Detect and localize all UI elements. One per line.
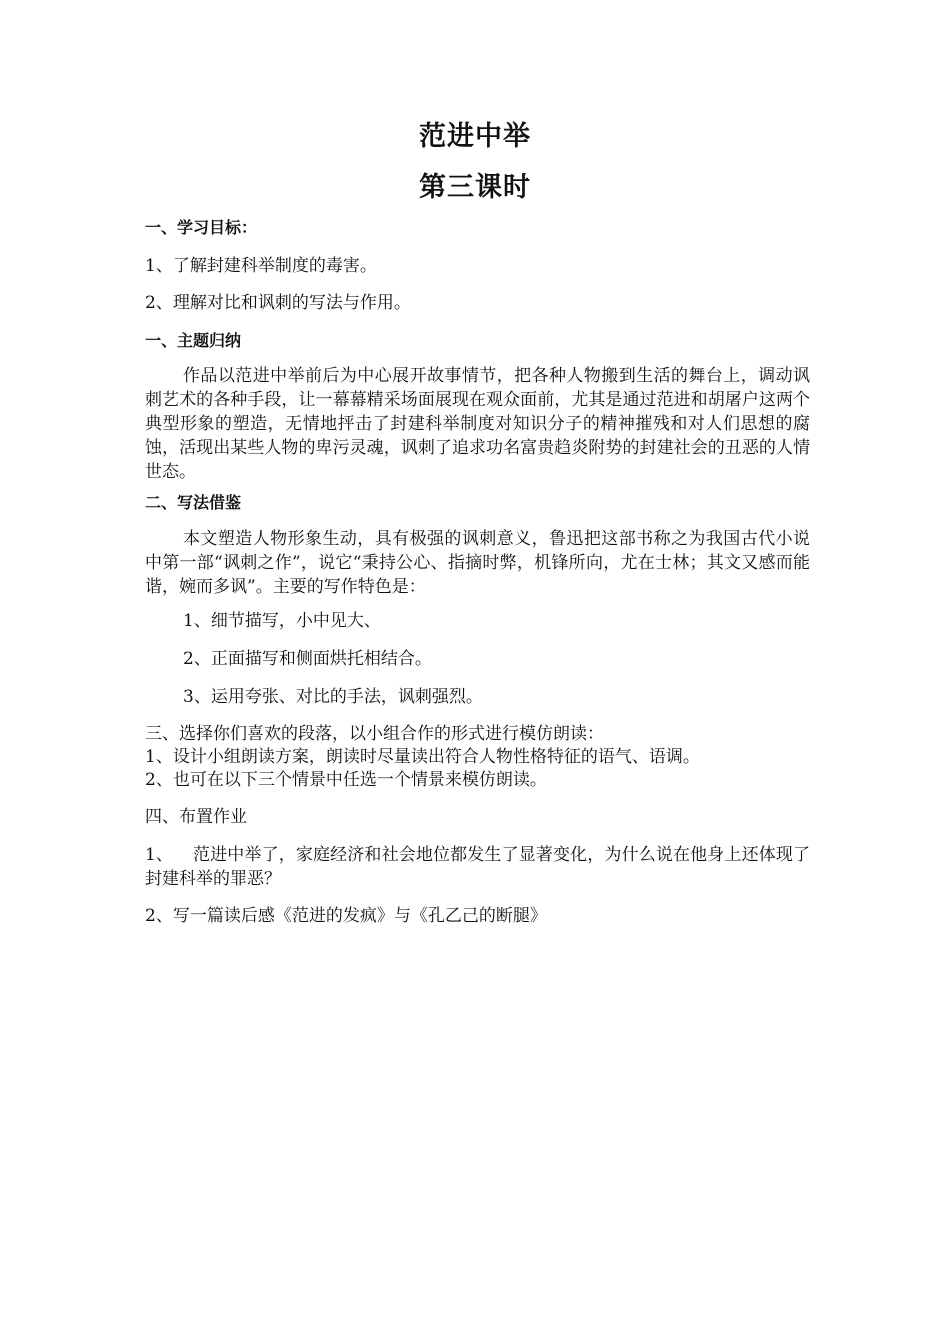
section-heading-theme: 一、主题归纳: [145, 331, 242, 350]
section-heading-goals: 一、学习目标：: [145, 218, 258, 237]
feature-item-2: 2、正面描写和侧面烘托相结合。: [183, 649, 432, 669]
goal-item-2: 2、理解对比和讽刺的写法与作用。: [145, 293, 411, 313]
goal-item-1: 1、了解封建科举制度的毒害。: [145, 256, 377, 276]
section-heading-writing: 二、写法借鉴: [145, 493, 242, 512]
feature-item-1: 1、细节描写，小中见大、: [183, 611, 381, 631]
section-heading-reading: 三、选择你们喜欢的段落，以小组合作的形式进行模仿朗读：: [145, 724, 604, 744]
section-heading-homework: 四、布置作业: [145, 807, 247, 827]
document-subtitle: 第三课时: [419, 172, 531, 203]
document-title: 范进中举: [419, 121, 531, 152]
feature-item-3: 3、运用夸张、对比的手法，讽刺强烈。: [183, 687, 483, 707]
homework-item-1-text: 范进中举了，家庭经济和社会地位都发生了显著变化，为什么说在他身上还体现了封建科举的罪恶？: [145, 845, 810, 889]
theme-paragraph: 作品以范进中举前后为中心展开故事情节，把各种人物搬到生活的舞台上，调动讽刺艺术的各种手段，让一幕幕精采场面展现在观众面前，尤其是通过范进和胡屠户这两个典型形象的塑造，无情地抨击了封建科举制度对知识分子的精神摧残和对人们思想的腐蚀，活现出某些人物的卑污灵魂，讽刺了追求功名富贵趋炎附势的封建社会的丑恶的人情世态。: [145, 366, 810, 482]
writing-paragraph: 本文塑造人物形象生动，具有极强的讽刺意义，鲁迅把这部书称之为我国古代小说中第一部“讽刺之作”，说它“秉持公心、指摘时弊，机锋所向，尤在士林；其文又感而能谐，婉而多讽”。主要的写作特色是：: [145, 529, 810, 597]
homework-item-2: 2、写一篇读后感《范进的发疯》与《孔乙己的断腿》: [145, 906, 547, 926]
homework-item-1-number: 1、: [145, 845, 173, 865]
reading-item-1: 1、设计小组朗读方案，朗读时尽量读出符合人物性格特征的语气、语调。: [145, 747, 700, 767]
reading-item-2: 2、也可在以下三个情景中任选一个情景来模仿朗读。: [145, 770, 547, 790]
